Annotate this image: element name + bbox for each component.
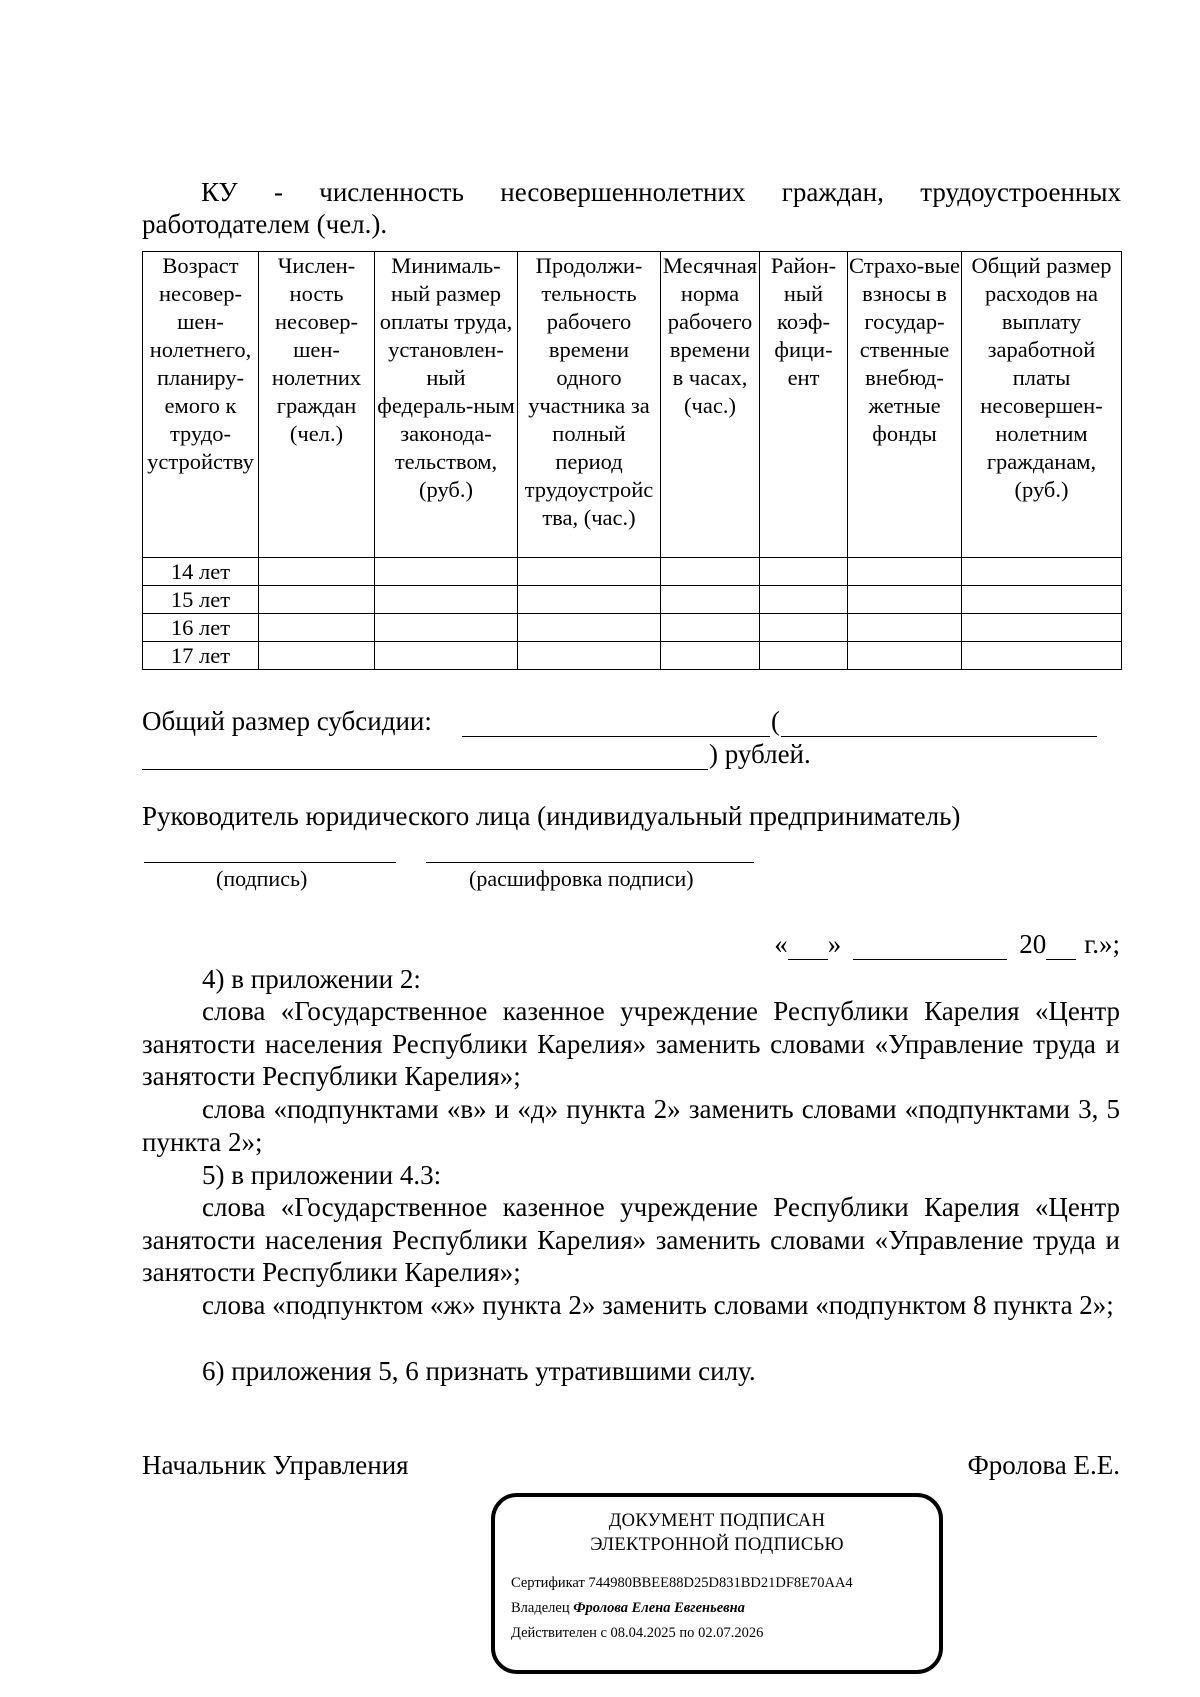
date-line: [774, 929, 1120, 960]
table-cell[interactable]: [760, 586, 848, 614]
intro-word-1: численность: [319, 177, 464, 207]
header-monthly-hours: Месячная норма рабочего времени в часах, (час.): [661, 252, 760, 558]
header-total-cost: Общий размер расходов на выплату заработной платы несовершен-нолетним гражданам, (руб.): [962, 252, 1122, 558]
table-cell[interactable]: [661, 558, 760, 586]
table-cell[interactable]: [962, 642, 1122, 670]
header-count: Числен-ность несовер-шен-нолетних граждан (чел.): [259, 252, 375, 558]
date-open-quote: «: [774, 929, 788, 959]
table-cell[interactable]: [962, 558, 1122, 586]
date-suffix: г.»;: [1084, 929, 1120, 959]
stamp-valid-from: 08.04.2025: [610, 1625, 676, 1641]
date-close-quote: »: [827, 929, 842, 959]
head-title: Руководитель юридического лица (индивидуальный предприниматель): [142, 801, 961, 831]
decoding-line[interactable]: [426, 862, 754, 863]
table-cell[interactable]: [661, 614, 760, 642]
stamp-valid-to: 02.07.2026: [698, 1625, 764, 1641]
date-year-prefix: 20: [1019, 929, 1047, 959]
stamp-cert-label: Сертификат: [511, 1575, 585, 1591]
table-cell[interactable]: [259, 642, 375, 670]
table-row: [143, 558, 1122, 586]
signature-caption: (подпись): [216, 866, 308, 891]
date-month-blank[interactable]: [853, 935, 1007, 960]
intro-word-3: граждан,: [781, 177, 884, 207]
paragraph-4-words-2: слова «подпунктами «в» и «д» пункта 2» заменить словами «подпунктами 3, 5 пункта 2»;: [142, 1094, 1120, 1157]
table-row: [143, 614, 1122, 642]
age-cell: 17 лет: [143, 642, 259, 670]
age-cell: 16 лет: [143, 614, 259, 642]
table-cell[interactable]: [962, 586, 1122, 614]
footer-name: Фролова Е.Е.: [967, 1450, 1120, 1480]
subsidy-end: ) рублей.: [709, 739, 811, 769]
table-cell[interactable]: [518, 642, 661, 670]
subsidy-words-blank-2[interactable]: [142, 769, 708, 770]
paragraph-4-header: 4) в приложении 2:: [202, 964, 421, 994]
intro-label: КУ: [201, 177, 238, 207]
stamp-valid-to-label: по: [679, 1625, 695, 1641]
table-row: [143, 642, 1122, 670]
intro-word-4: трудоустроенных: [920, 177, 1121, 207]
footer-position: Начальник Управления: [142, 1450, 409, 1480]
stamp-cert-value: 744980BBEE88D25D831BD21DF8E70AA4: [588, 1575, 853, 1591]
intro-dash: -: [273, 177, 283, 207]
table-cell[interactable]: [518, 558, 661, 586]
date-day-blank[interactable]: [788, 935, 828, 960]
table-cell[interactable]: [760, 642, 848, 670]
table-cell[interactable]: [848, 586, 962, 614]
subsidy-amount-blank[interactable]: [462, 736, 770, 737]
table-row: [143, 586, 1122, 614]
table-cell[interactable]: [848, 642, 962, 670]
paragraph-6: 6) приложения 5, 6 признать утратившими силу.: [202, 1356, 756, 1386]
table-cell[interactable]: [962, 614, 1122, 642]
table-cell[interactable]: [848, 558, 962, 586]
table-cell[interactable]: [259, 614, 375, 642]
stamp-owner: [511, 1600, 745, 1617]
paragraph-5-header: 5) в приложении 4.3:: [202, 1160, 442, 1190]
intro-line-1: [201, 176, 1121, 208]
intro-word-2: несовершеннолетних: [500, 177, 746, 207]
subsidy-words-blank-1[interactable]: [781, 736, 1097, 737]
header-min-wage: Минималь-ный размер оплаты труда, установлен-ный федераль-ным законода-тельством, (руб.): [375, 252, 518, 558]
table-cell[interactable]: [661, 586, 760, 614]
intro-line-2: работодателем (чел.).: [142, 209, 388, 239]
age-cell: 15 лет: [143, 586, 259, 614]
stamp-validity: [511, 1625, 763, 1642]
signature-line[interactable]: [144, 862, 396, 863]
paragraph-4-words-1: слова «Государственное казенное учреждение Республики Карелия «Центр занятости населения Республики Карелия» заменить словами «Управление труда и занятости Республики Карелия»;: [142, 996, 1120, 1091]
date-year-blank[interactable]: [1046, 935, 1076, 960]
age-cell: 14 лет: [143, 558, 259, 586]
paragraph-5-words-2: слова «подпунктом «ж» пункта 2» заменить словами «подпунктом 8 пункта 2»;: [202, 1290, 1114, 1320]
stamp-owner-value: Фролова Елена Евгеньевна: [573, 1600, 745, 1616]
table-cell[interactable]: [259, 558, 375, 586]
table-cell[interactable]: [375, 642, 518, 670]
table-cell[interactable]: [375, 558, 518, 586]
table-cell[interactable]: [259, 586, 375, 614]
stamp-title-line-2: ЭЛЕКТРОННОЙ ПОДПИСЬЮ: [590, 1535, 844, 1555]
table-cell[interactable]: [760, 558, 848, 586]
subsidy-label: Общий размер субсидии:: [142, 706, 432, 736]
calculation-table: [142, 251, 1122, 670]
stamp-valid-from-label: Действителен с: [511, 1625, 607, 1641]
header-age: Возраст несовер-шен-нолетнего, планиру-емого к трудо-устройству: [143, 252, 259, 558]
header-insurance: Страхо-вые взносы в государ-ственные внебюд-жетные фонды: [848, 252, 962, 558]
subsidy-open-paren: (: [771, 706, 780, 736]
table-cell[interactable]: [518, 614, 661, 642]
header-regional-coef: Район-ный коэф-фици-ент: [760, 252, 848, 558]
stamp-certificate: [511, 1575, 853, 1592]
header-duration: Продолжи-тельность рабочего времени одного участника за полный период трудоустройс тва, (час.): [518, 252, 661, 558]
table-cell[interactable]: [661, 642, 760, 670]
decoding-caption: (расшифровка подписи): [469, 866, 694, 891]
stamp-title-line-1: ДОКУМЕНТ ПОДПИСАН: [608, 1511, 826, 1531]
table-cell[interactable]: [375, 614, 518, 642]
table-cell[interactable]: [375, 586, 518, 614]
paragraph-5-words-1: слова «Государственное казенное учреждение Республики Карелия «Центр занятости населения Республики Карелия» заменить словами «Управление труда и занятости Республики Карелия»;: [142, 1192, 1120, 1287]
table-header-row: [143, 252, 1122, 558]
table-cell[interactable]: [760, 614, 848, 642]
e-signature-stamp: [491, 1493, 943, 1674]
table-cell[interactable]: [518, 586, 661, 614]
table-cell[interactable]: [848, 614, 962, 642]
stamp-owner-label: Владелец: [511, 1600, 570, 1616]
